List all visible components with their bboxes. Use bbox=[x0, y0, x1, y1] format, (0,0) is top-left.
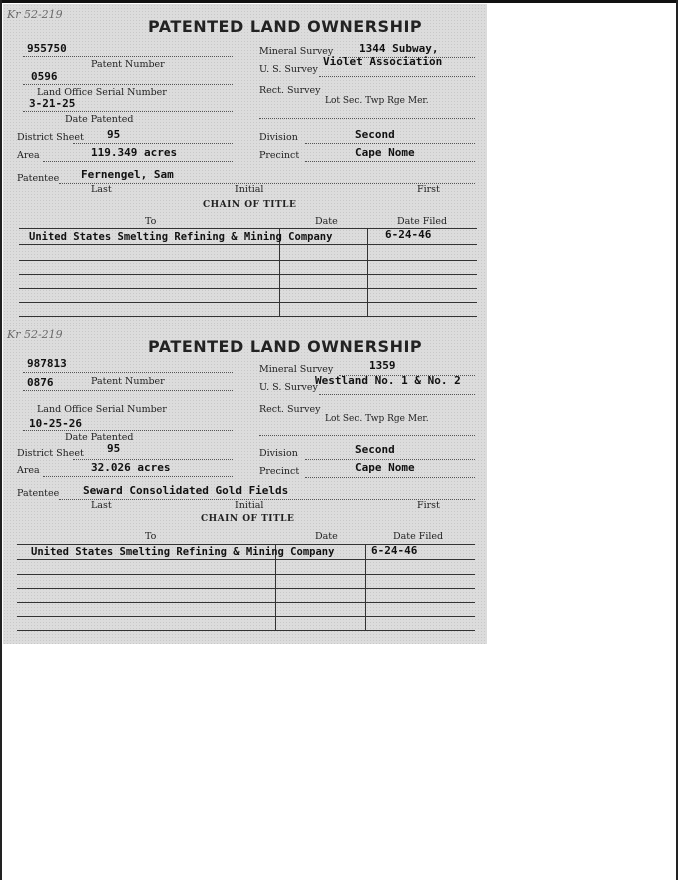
us-survey-value: Violet Association bbox=[323, 55, 443, 68]
col-filed-header: Date Filed bbox=[393, 531, 444, 542]
date-patented-line bbox=[23, 430, 233, 431]
date-patented-label: Date Patented bbox=[65, 114, 134, 125]
serial-number-line bbox=[23, 84, 233, 85]
patent-number-line bbox=[23, 372, 233, 373]
area-line bbox=[43, 161, 233, 162]
precinct-line bbox=[305, 161, 475, 162]
serial-number-line bbox=[23, 390, 233, 391]
col-date-header: Date bbox=[315, 216, 338, 227]
us-survey-label: U. S. Survey bbox=[259, 64, 318, 75]
patent-number-label: Patent Number bbox=[91, 376, 165, 387]
chain-row-filed: 6-24-46 bbox=[371, 544, 418, 557]
card-title: PATENTED LAND OWNERSHIP bbox=[148, 337, 423, 356]
district-sheet-line bbox=[73, 459, 233, 460]
division-label: Division bbox=[259, 132, 298, 143]
col-to-header: To bbox=[145, 531, 157, 542]
card-title: PATENTED LAND OWNERSHIP bbox=[148, 17, 423, 36]
area-label: Area bbox=[17, 465, 40, 476]
rect-survey-columns: Lot Sec. Twp Rge Mer. bbox=[325, 414, 429, 424]
district-sheet-label: District Sheet bbox=[17, 132, 84, 143]
division-label: Division bbox=[259, 448, 298, 459]
rect-survey-line bbox=[259, 118, 475, 119]
chain-of-title-heading: CHAIN OF TITLE bbox=[203, 200, 297, 210]
patentee-value: Fernengel, Sam bbox=[81, 168, 174, 181]
first-label: First bbox=[417, 500, 440, 511]
initial-label: Initial bbox=[235, 500, 264, 511]
date-patented-label: Date Patented bbox=[65, 432, 134, 443]
patent-number-value: 955750 bbox=[27, 42, 67, 55]
chain-row-to: United States Smelting Refining & Mining Company bbox=[31, 546, 335, 558]
division-value: Second bbox=[355, 443, 395, 456]
precinct-label: Precinct bbox=[259, 150, 300, 161]
date-patented-value: 3-21-25 bbox=[29, 97, 76, 110]
patentee-label: Patentee bbox=[17, 173, 60, 184]
district-sheet-line bbox=[73, 143, 233, 144]
last-label: Last bbox=[91, 184, 112, 195]
mineral-survey-label: Mineral Survey bbox=[259, 364, 334, 375]
corner-note: Kr 52-219 bbox=[7, 8, 63, 21]
rect-survey-line bbox=[259, 435, 475, 436]
us-survey-line bbox=[319, 76, 475, 77]
land-ownership-card-2 bbox=[3, 324, 487, 644]
rect-survey-label: Rect. Survey bbox=[259, 404, 321, 415]
mineral-survey-label: Mineral Survey bbox=[259, 46, 334, 57]
division-value: Second bbox=[355, 128, 395, 141]
chain-of-title-heading: CHAIN OF TITLE bbox=[201, 514, 295, 524]
precinct-value: Cape Nome bbox=[355, 461, 415, 474]
corner-note: Kr 52-219 bbox=[7, 328, 63, 341]
serial-number-value: 0596 bbox=[31, 70, 58, 83]
division-line bbox=[305, 143, 475, 144]
page-border-left bbox=[0, 0, 2, 880]
first-label: First bbox=[417, 184, 440, 195]
area-line bbox=[43, 476, 233, 477]
us-survey-line bbox=[319, 394, 475, 395]
patentee-line bbox=[59, 183, 475, 184]
rect-survey-label: Rect. Survey bbox=[259, 85, 321, 96]
precinct-value: Cape Nome bbox=[355, 146, 415, 159]
serial-number-value: 0876 bbox=[27, 376, 54, 389]
area-value: 119.349 acres bbox=[91, 146, 178, 159]
col-filed-header: Date Filed bbox=[397, 216, 448, 227]
date-patented-line bbox=[23, 111, 233, 112]
initial-label: Initial bbox=[235, 184, 264, 195]
last-label: Last bbox=[91, 500, 112, 511]
area-value: 32.026 acres bbox=[91, 461, 171, 474]
patent-number-value: 987813 bbox=[27, 357, 67, 370]
mineral-survey-value: 1359 bbox=[369, 359, 396, 372]
area-label: Area bbox=[17, 150, 40, 161]
division-line bbox=[305, 459, 475, 460]
precinct-line bbox=[305, 477, 475, 478]
patentee-line bbox=[59, 499, 475, 500]
us-survey-label: U. S. Survey bbox=[259, 382, 318, 393]
district-sheet-value: 95 bbox=[107, 442, 121, 455]
serial-number-label: Land Office Serial Number bbox=[37, 404, 167, 415]
date-patented-value: 10-25-26 bbox=[29, 417, 82, 430]
patent-number-label: Patent Number bbox=[91, 59, 165, 70]
district-sheet-value: 95 bbox=[107, 128, 121, 141]
precinct-label: Precinct bbox=[259, 466, 300, 477]
patentee-value: Seward Consolidated Gold Fields bbox=[83, 484, 289, 497]
serial-number-label: Land Office Serial Number bbox=[37, 87, 167, 98]
mineral-survey-value: 1344 Subway, bbox=[359, 42, 439, 55]
page-border-top bbox=[0, 0, 678, 3]
land-ownership-card-1 bbox=[3, 4, 487, 324]
us-survey-value: Westland No. 1 & No. 2 bbox=[315, 374, 461, 387]
col-to-header: To bbox=[145, 216, 157, 227]
chain-row-to: United States Smelting Refining & Mining Company bbox=[29, 231, 333, 243]
rect-survey-columns: Lot Sec. Twp Rge Mer. bbox=[325, 96, 429, 106]
patent-number-line bbox=[23, 56, 233, 57]
chain-row-filed: 6-24-46 bbox=[385, 228, 432, 241]
district-sheet-label: District Sheet bbox=[17, 448, 84, 459]
col-date-header: Date bbox=[315, 531, 338, 542]
patentee-label: Patentee bbox=[17, 488, 60, 499]
